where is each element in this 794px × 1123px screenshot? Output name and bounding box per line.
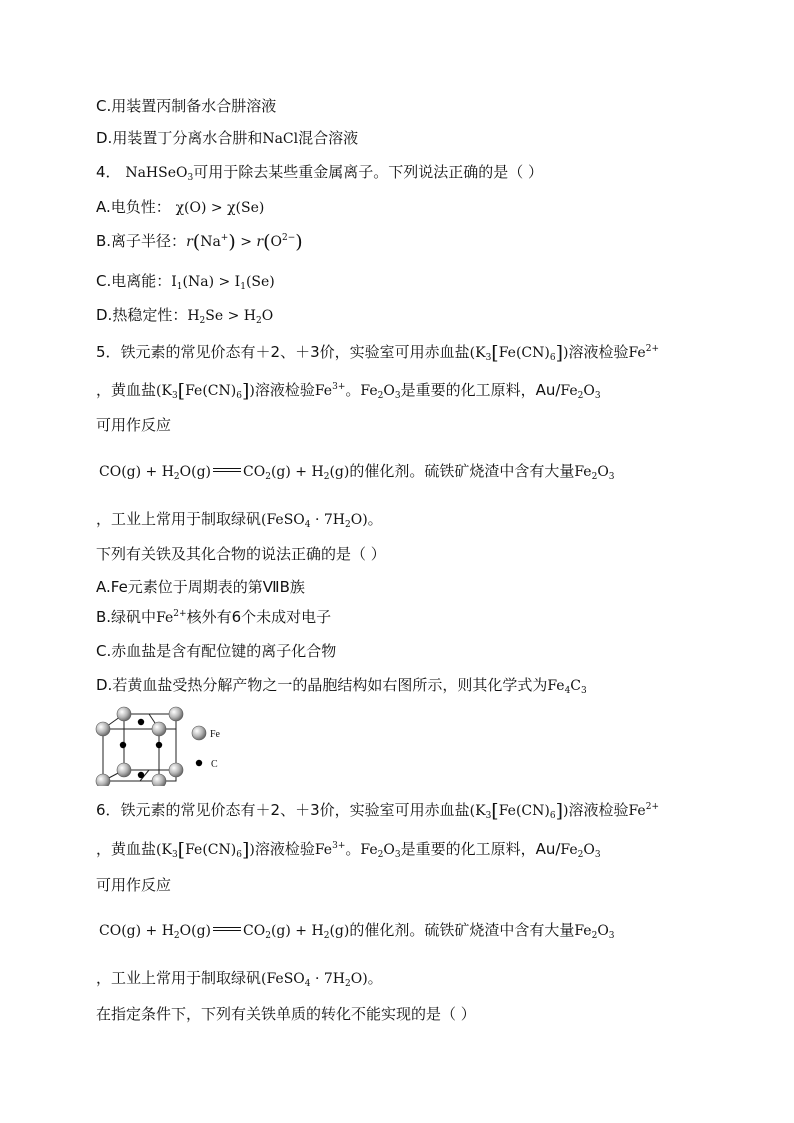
red-prussiate-formula-2: $(K_3[Fe(CN)_6])$	[469, 800, 569, 822]
iron-atom	[169, 707, 183, 721]
fe2o3-formula-2: $Fe_2O_3$	[560, 383, 601, 401]
green-vitriol-formula: (FeSO$_4$ · $7H_2O$)	[261, 512, 368, 530]
option-4c	[96, 272, 275, 291]
option-3c-text: C.用装置丙制备水合肼溶液	[96, 97, 277, 115]
electronegativity-formula: χ(O) > χ(Se)	[175, 200, 265, 216]
option-3d	[96, 129, 358, 148]
question-6-intro-line-1	[96, 801, 659, 820]
question-5-stem	[96, 545, 386, 563]
question-6-stem	[96, 1005, 476, 1023]
carbon-atom	[138, 772, 144, 778]
intro-text-b: 溶液检验	[568, 343, 629, 361]
option-5b-text: B.绿矾中	[96, 608, 157, 626]
intro-text-b-2: 溶液检验	[568, 801, 629, 819]
fe2-ion-2: $Fe^{2+}$	[156, 609, 187, 626]
nacl-formula: NaCl	[262, 131, 299, 147]
crystal-cell-diagram	[93, 703, 228, 786]
option-5c	[96, 642, 336, 660]
question-5-intro-line-4	[99, 462, 615, 481]
intro-text-a-2: 铁元素的常见价态有＋2、＋3价，实验室可用赤血盐	[120, 801, 470, 819]
option-4a	[96, 198, 264, 217]
question-5-intro-line-5	[96, 510, 383, 529]
iron-atom	[117, 763, 131, 777]
option-3d-text: D.用装置丁分离水合肼和	[96, 129, 263, 147]
intro-text-e-2: 是重要的化工原料，Au/	[400, 840, 561, 858]
fe3-ion: $Fe^{3+}$	[314, 382, 346, 399]
option-5d-text: D.若黄血盐受热分解产物之一的晶胞结构如右图所示，则其化学式为	[96, 676, 548, 694]
fe2o3-formula-4: $Fe_2O_3$	[360, 842, 401, 860]
option-5d	[96, 676, 587, 695]
question-5-number: 5．	[96, 343, 121, 361]
fe3-ion-2: $Fe^{3+}$	[314, 841, 346, 858]
nahseo3-formula: NaHSeO$_3$	[125, 165, 194, 183]
iron-atom	[152, 774, 166, 786]
question-4-number: 4．	[96, 163, 121, 181]
intro-text-h: ，工业上常用于制取绿矾	[96, 510, 262, 528]
legend-fe-label: Fe	[210, 729, 220, 740]
option-5b	[96, 608, 331, 627]
fe2o3-formula-6: $Fe_2O_3$	[574, 923, 615, 941]
option-5a-text: A.Fe元素位于周期表的第ⅦB族	[96, 578, 305, 596]
thermal-stability-formula: $H_2Se > H_2O$	[187, 308, 274, 326]
intro-text-c-2: ，黄血盐	[96, 840, 157, 858]
option-3d-text-2: 混合溶液	[298, 129, 359, 147]
intro-text-c: ，黄血盐	[96, 381, 157, 399]
option-4d-label: D.热稳定性：	[96, 306, 188, 324]
option-4c-label: C.电离能：	[96, 272, 172, 290]
iron-atom	[96, 774, 110, 786]
yellow-prussiate-formula-2: $(K_3[Fe(CN)_6])$	[156, 839, 255, 861]
red-prussiate-formula: $(K_3[Fe(CN)_6])$	[469, 342, 569, 364]
intro-text-f: 可用作反应	[96, 416, 172, 434]
question-6-text: 在指定条件下，下列有关铁单质的转化不能实现的是（ ）	[96, 1005, 476, 1023]
legend-carbon-marker	[196, 760, 202, 766]
question-6-number: 6．	[96, 801, 121, 819]
question-5-intro-line-1	[96, 343, 659, 362]
question-5-intro-line-3	[96, 416, 171, 434]
ionization-energy-left: (Na) > I	[182, 274, 241, 290]
carbon-atom	[138, 719, 144, 725]
fe2o3-formula-3: $Fe_2O_3$	[574, 464, 615, 482]
legend	[192, 726, 221, 770]
option-5c-text: C.赤血盐是含有配位键的离子化合物	[96, 642, 337, 660]
question-4-stem	[96, 163, 543, 182]
legend-c-label: C	[211, 759, 218, 770]
option-4b	[96, 232, 303, 251]
question-5-intro-line-2: ，黄血盐$(K_3[Fe(CN)_6])$溶液检验$Fe^{3+}$。$Fe_2O_3$是重要的化工原料，$Au/Fe_2O_3$	[96, 380, 601, 402]
intro-text-d: 溶液检验	[254, 381, 315, 399]
option-4b-label: B.离子半径：	[96, 232, 187, 250]
intro-text-d-2: 溶液检验	[254, 840, 315, 858]
question-6-intro-line-2: ，黄血盐$(K_3[Fe(CN)_6])$溶液检验$Fe^{3+}$。$Fe_2O_3$是重要的化工原料，$Au/Fe_2O_3$	[96, 839, 601, 861]
iron-atom	[152, 722, 166, 736]
reaction-equation-2: $CO(g) + H_2O(g) CO_2(g) + H_2(g)$	[99, 923, 350, 941]
intro-text-f-2: 可用作反应	[96, 876, 172, 894]
carbon-atom	[120, 742, 126, 748]
iron-atom	[169, 763, 183, 777]
intro-text-g: 的催化剂。硫铁矿烧渣中含有大量	[349, 462, 575, 480]
intro-text-i-2: 。	[367, 969, 383, 987]
fe2-ion-3: $Fe^{2+}$	[628, 802, 659, 819]
question-6-intro-line-5	[96, 969, 383, 988]
fe2o3-formula: $Fe_2O_3$	[360, 383, 401, 401]
carbon-atom	[156, 742, 162, 748]
ionic-radius-formula: $r(Na^+) > r(O^{2-})$	[186, 231, 303, 253]
intro-text-a: 铁元素的常见价态有＋2、＋3价，实验室可用赤血盐	[120, 343, 470, 361]
question-4-text: 可用于除去某些重金属离子。下列说法正确的是（ ）	[193, 163, 544, 181]
option-3c	[96, 97, 276, 115]
option-5b-text-2: 核外有6个未成对电子	[186, 608, 332, 626]
fe4c3-formula: $Fe_4C_3$	[547, 678, 587, 696]
iron-atom	[96, 722, 110, 736]
ionization-energy-right: (Se)	[245, 274, 275, 290]
option-4a-label: A.电负性：	[96, 198, 171, 216]
intro-text-h-2: ，工业上常用于制取绿矾	[96, 969, 262, 987]
question-6-intro-line-3	[96, 876, 171, 894]
fe2o3-formula-5: $Fe_2O_3$	[560, 842, 601, 860]
option-4d	[96, 306, 273, 325]
intro-text-i: 。	[367, 510, 383, 528]
question-6-intro-line-4	[99, 921, 615, 940]
intro-text-e: 是重要的化工原料，Au/	[400, 381, 561, 399]
iron-atom	[117, 707, 131, 721]
ionization-energy-formula: $I_1(Na) > I_1(Se)$	[171, 274, 275, 292]
legend-iron-marker	[192, 726, 206, 740]
intro-text-g-2: 的催化剂。硫铁矿烧渣中含有大量	[349, 921, 575, 939]
question-5-text: 下列有关铁及其化合物的说法正确的是（ ）	[96, 545, 386, 563]
option-5a	[96, 578, 305, 596]
yellow-prussiate-formula: $(K_3[Fe(CN)_6])$	[156, 380, 255, 402]
fe2-ion: $Fe^{2+}$	[628, 344, 659, 361]
reaction-equation: $CO(g) + H_2O(g) CO_2(g) + H_2(g)$	[99, 464, 350, 482]
green-vitriol-formula-2: (FeSO$_4$ · $7H_2O$)	[261, 971, 368, 989]
